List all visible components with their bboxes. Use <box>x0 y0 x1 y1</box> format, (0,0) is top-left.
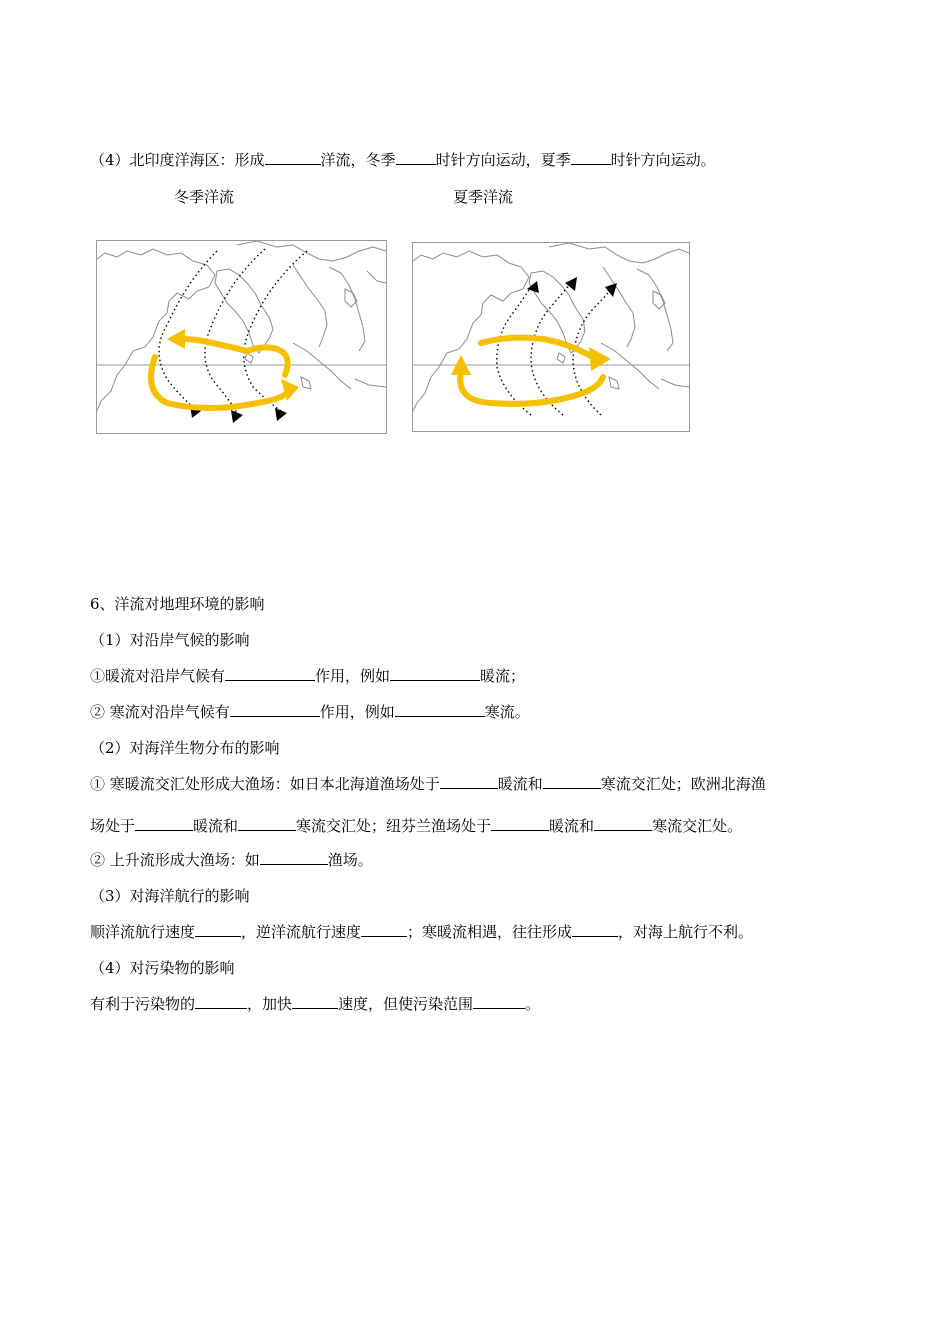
l3-text-c: 寒流交汇处；欧洲北海渔 <box>600 775 766 793</box>
l7-text-d: 。 <box>525 995 541 1013</box>
upwelling-line <box>90 850 373 870</box>
blank-cold-effect[interactable] <box>230 702 320 717</box>
l7-text-a: 有利于污染物的 <box>90 995 196 1013</box>
section4-question <box>90 150 716 170</box>
blank-newfoundland-warm[interactable] <box>491 816 549 831</box>
l4-text-d: 暖流和 <box>549 817 595 835</box>
l7-text-c: 速度，但使污染范围 <box>338 995 474 1013</box>
blank-upstream-speed[interactable] <box>361 922 407 937</box>
l2-text-b: 作用，例如 <box>319 703 395 721</box>
fishery-line-1 <box>90 774 766 794</box>
l4-text-a: 场处于 <box>90 817 136 835</box>
blank-warm-effect[interactable] <box>225 666 315 681</box>
l6-text-a: 顺洋流航行速度 <box>90 923 196 941</box>
blank-northsea-cold[interactable] <box>238 816 296 831</box>
section6-title: 6、洋流对地理环境的影响 <box>90 595 265 613</box>
pollutant-line <box>90 994 540 1014</box>
l1-text-c: 暖流； <box>480 667 526 685</box>
l1-text-a: ①暖流对沿岸气候有 <box>90 667 226 685</box>
blank-fog[interactable] <box>572 922 618 937</box>
summer-current-map <box>412 242 690 432</box>
blank-hokkaido-cold[interactable] <box>543 774 601 789</box>
l3-text-b: 暖流和 <box>497 775 543 793</box>
fishery-line-2 <box>90 816 742 836</box>
l4-text-e: 寒流交汇处。 <box>652 817 743 835</box>
winter-map-graphic <box>97 241 386 433</box>
l4-text-c: 寒流交汇处；纽芬兰渔场处于 <box>296 817 492 835</box>
blank-northsea-warm[interactable] <box>135 816 193 831</box>
l2-text-c: 寒流。 <box>484 703 530 721</box>
l2-text-a: ② 寒流对沿岸气候有 <box>90 703 230 721</box>
navigation-line <box>90 922 753 942</box>
subsection-marine-life: （2）对海洋生物分布的影响 <box>90 739 280 757</box>
blank-summer-direction[interactable] <box>571 150 611 165</box>
blank-upwelling-fishery[interactable] <box>260 850 328 865</box>
section4-text1: 洋流，冬季 <box>320 151 396 169</box>
l6-text-b: ，逆洋流航行速度 <box>241 923 362 941</box>
section4-prefix: （4）北印度洋海区：形成 <box>90 151 265 169</box>
l7-text-b: ，加快 <box>247 995 293 1013</box>
subsection-pollutants: （4）对污染物的影响 <box>90 959 235 977</box>
winter-caption: 冬季洋流 <box>174 188 235 206</box>
l5-text-b: 渔场。 <box>327 851 373 869</box>
winter-current-map <box>96 240 387 434</box>
blank-downstream-speed[interactable] <box>195 922 241 937</box>
subsection-navigation: （3）对海洋航行的影响 <box>90 887 250 905</box>
l6-text-d: ，对海上航行不利。 <box>618 923 754 941</box>
l1-text-b: 作用，例如 <box>315 667 391 685</box>
l4-text-b: 暖流和 <box>193 817 239 835</box>
l3-text-a: ① 寒暖流交汇处形成大渔场：如日本北海道渔场处于 <box>90 775 440 793</box>
blank-purification[interactable] <box>292 994 338 1009</box>
cold-current-line <box>90 702 530 722</box>
blank-winter-direction[interactable] <box>396 150 436 165</box>
warm-current-line <box>90 666 525 686</box>
summer-caption: 夏季洋流 <box>453 188 514 206</box>
subsection-climate: （1）对沿岸气候的影响 <box>90 631 250 649</box>
blank-hokkaido-warm[interactable] <box>440 774 498 789</box>
blank-expand[interactable] <box>473 994 525 1009</box>
section4-text2: 时针方向运动，夏季 <box>435 151 571 169</box>
section4-text3: 时针方向运动。 <box>610 151 716 169</box>
blank-diffusion[interactable] <box>195 994 247 1009</box>
l5-text-a: ② 上升流形成大渔场：如 <box>90 851 260 869</box>
summer-map-graphic <box>413 243 689 431</box>
blank-cold-example[interactable] <box>395 702 485 717</box>
blank-warm-example[interactable] <box>390 666 480 681</box>
blank-current-type[interactable] <box>265 150 321 165</box>
l6-text-c: ；寒暖流相遇，往往形成 <box>407 923 573 941</box>
blank-newfoundland-cold[interactable] <box>594 816 652 831</box>
